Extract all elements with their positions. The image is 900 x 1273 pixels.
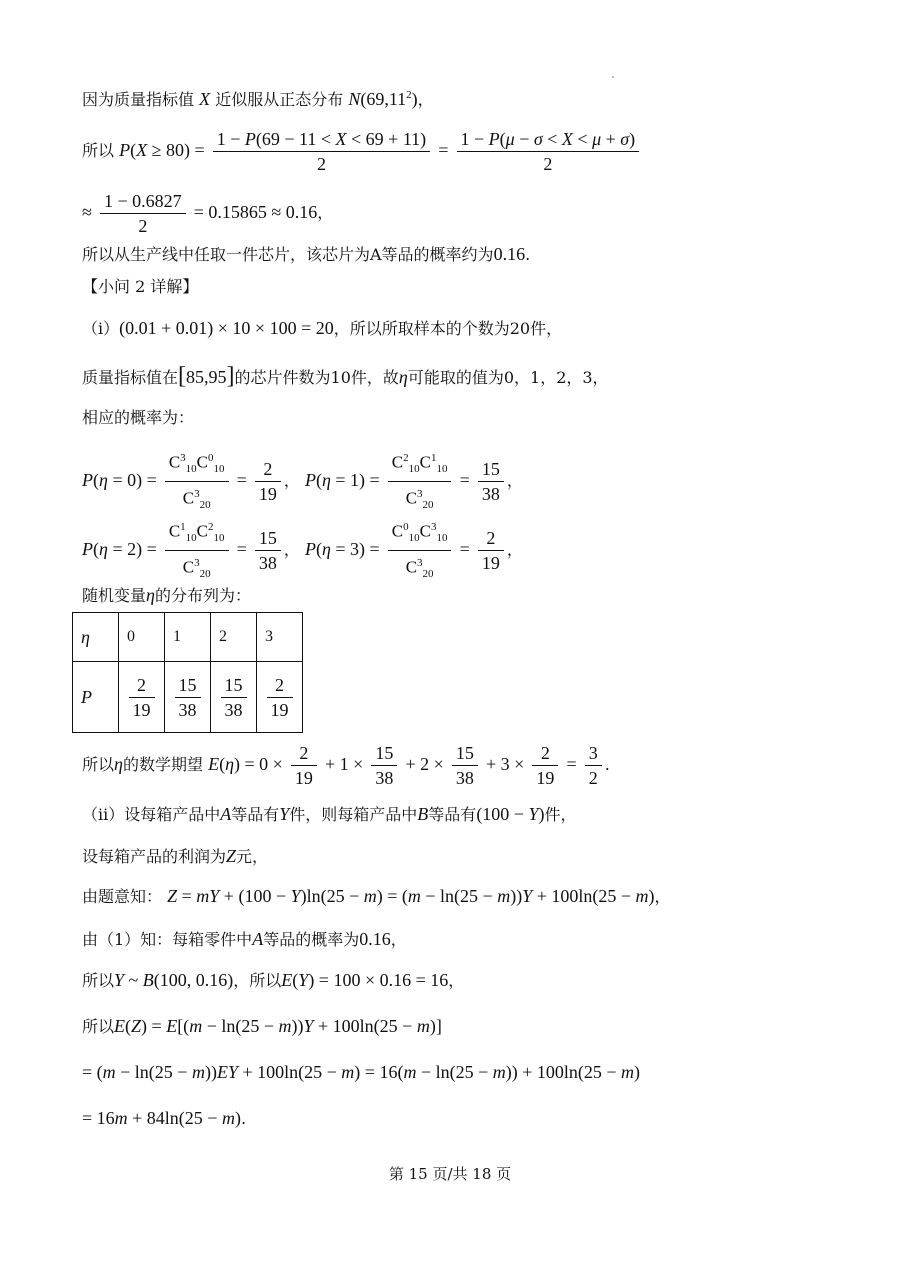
line-expectation-z-3: = 16m + 84ln(25 − m). (82, 1108, 247, 1128)
line-prob-0-1: P(η = 0) = $\frac{C^3_{10}C^0_{10}}{C^3_{20}}$ = $\frac{2}{19}$ ， P(η = 1) = $\frac{C^2_{10}C^1_{10}}{C^3_{20}}$ = $\frac{15}{38}$ ， (82, 447, 523, 516)
table-cell: $\frac{15}{38}$ (211, 662, 257, 733)
line-distribution-label: 随机变量η的分布列为： (82, 585, 251, 605)
page-footer: 第 15 页/共 18 页 (388, 1165, 512, 1183)
table-cell: $\frac{2}{19}$ (257, 662, 303, 733)
line-expectation-z-2: = (m − ln(25 − m))EY + 100ln(25 − m) = 16(m − ln(25 − m)) + 100ln(25 − m) (82, 1062, 641, 1082)
line-normal-distribution: 因为质量指标值 X 近似服从正态分布 N(69,11$^2$)， (82, 89, 434, 109)
line-probability-a: 由（1）知：每箱零件中A等品的概率为0.16， (82, 929, 407, 949)
line-expectation: 所以η的数学期望 E(η) = 0 × $\frac{2}{19}$ + 1 × $\frac{15}{38}$ + 2 × $\frac{15}{38}$ + 3 × $\frac{2}{19}$ = $\frac{3}{2}$ . (82, 743, 610, 788)
distribution-table (72, 612, 303, 733)
table-row (73, 662, 303, 733)
line-probability-formula: 所以 P(X ≥ 80) = $\frac{1 - P(69 - 11 < X < 69 + 11)}{2}$ = $\frac{1 - P(\mu - \sigma < X < \mu + \sigma)}{2}$ (82, 128, 642, 175)
table-cell: 3 (257, 613, 303, 662)
table-cell: 0 (119, 613, 165, 662)
line-box-products: （ii）设每箱产品中A等品有Y件，则每箱产品中B等品有(100 − Y)件， (82, 804, 577, 824)
table-cell: η (73, 613, 119, 662)
line-profit: 设每箱产品的利润为Z元， (82, 846, 269, 866)
stray-dot (612, 76, 614, 78)
line-prob-2-3: P(η = 2) = $\frac{C^1_{10}C^2_{10}}{C^3_{20}}$ = $\frac{15}{38}$ ， P(η = 3) = $\frac{C^0_{10}C^3_{10}}{C^3_{20}}$ = $\frac{2}{19}$ ， (82, 516, 523, 585)
line-profit-formula: 由题意知： Z = mY + (100 − Y)ln(25 − m) = (m − ln(25 − m))Y + 100ln(25 − m)， (82, 886, 671, 906)
table-cell: 2 (211, 613, 257, 662)
section-heading: 【小问 2 详解】 (82, 277, 199, 296)
table-cell: $\frac{15}{38}$ (165, 662, 211, 733)
line-approx-value: ≈ $\frac{1 - 0.6827}{2}$ = 0.15865 ≈ 0.16， (82, 191, 334, 236)
line-binomial: 所以Y ~ B(100, 0.16)，所以E(Y) = 100 × 0.16 = 16， (82, 970, 465, 990)
line-sample-count: （i）(0.01 + 0.01) × 10 × 100 = 20，所以所取样本的个数为20件， (82, 318, 563, 338)
line-conclusion-1: 所以从生产线中任取一件芯片，该芯片为A等品的概率约为0.16. (82, 244, 531, 264)
line-probabilities-label: 相应的概率为： (82, 408, 195, 427)
table-cell: P (73, 662, 119, 733)
table-row (73, 613, 303, 662)
line-eta-values: 质量指标值在[85,95]的芯片件数为10件，故η可能取的值为0，1，2，3， (82, 363, 609, 389)
line-expectation-z: 所以E(Z) = E[(m − ln(25 − m))Y + 100ln(25 − m)] (82, 1016, 442, 1036)
table-cell: 1 (165, 613, 211, 662)
table-cell: $\frac{2}{19}$ (119, 662, 165, 733)
